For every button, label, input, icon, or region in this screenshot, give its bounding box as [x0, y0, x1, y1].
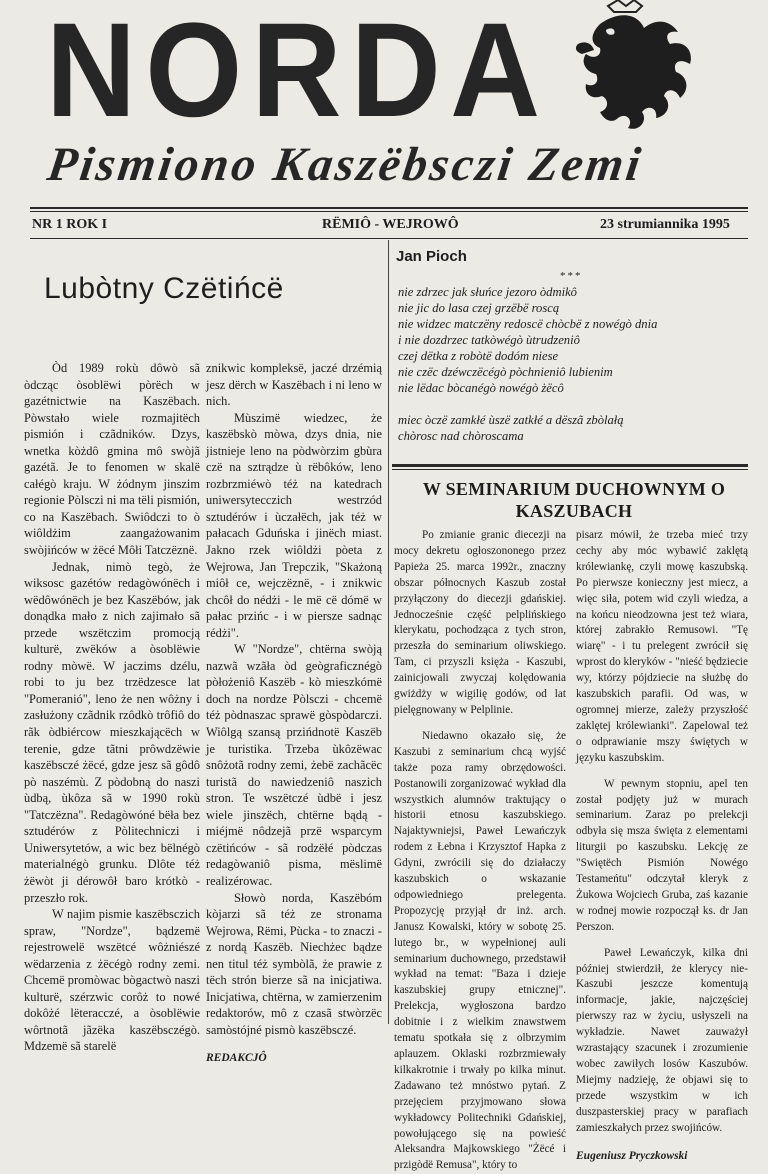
poem: [398, 284, 748, 444]
poem-line: nie lëdac bòcanégò nowégò żëcô: [398, 381, 564, 395]
poem-line: czej dëtka z robòtë dodóm niese: [398, 349, 559, 363]
editorial-signature: REDAKCJÔ: [206, 1052, 267, 1065]
poem-line: miec òczë zamkłé ùszë zatkłé a dëszã zbòlałą: [398, 413, 624, 427]
paragraph: Mùszimë wiedzec, że kaszëbskò mòwa, dzys dnia, nie jistnieje leno na pòdwòrzim gbùra czë na sztrądze ù rëbôków, leno rozbrzmiéwò téż na katedrach uniwersytecczich westrzód sztudérów i ùczałëch, jak téż w pałacach Gduńska i jinëch miast. Jakno rzek wiôldżi pòeta z Wejrowa, Jan Trepczik, "Skażoną miôł ce, wejczëznë, - i znikwic chcôł do nédżi - le më cë dómë w pałac przińc - i w piersze sadnąc rédżi".: [206, 410, 382, 640]
divider: [30, 207, 748, 209]
poem-author: Jan Pioch: [396, 248, 467, 265]
paragraph: Paweł Lewańczyk, kilka dni później stwierdził, że klerycy nie-Kaszubi jeszcze komentują informacje, jakie, najczęściej pierwszy raz w życiu, usłyszeli na wykładzie. Nawet zauważył wzrastający szacunek i zrozumienie wobec zawiłych losów Kaszubów. Miejmy nadzieję, że objawi się to przede wszystkim w ich duszpasterskiej pracy w parafiach zamieszkałych przez swojińców.: [576, 946, 748, 1134]
author-signature: Eugeniusz Pryczkowski: [576, 1149, 688, 1162]
poem-line: nie widzec matczëny redoscë chòcbë z nowégò dnia: [398, 317, 658, 331]
paragraph: Po zmianie granic diecezji na mocy dekretu ogłoszononego przez Papieża 25. marca 1992r., znaczny obszar północnych Kaszub został przyłączony do diecezji gdańskiej. Jednocześnie część pelplińskiego klerykatu, pochodząca z tych stron, przeszła do seminarium oliwskiego. Tam, ci przyszli księża - Kaszubi, zainicjowali zwyczaj kolędowania gwiżdży w wigilię godów, od lat pielęgnowany w Pelplinie.: [394, 529, 566, 716]
article-headline: Lubòtny Czëtińcë: [44, 272, 284, 305]
issue-date: 23 strumiannika 1995: [600, 217, 730, 232]
paragraph: W pewnym stopniu, apel ten został podjęty już w murach seminarium. Zaraz po prelekcji odbyła się msza święta z elementami liturgii po kaszubsku. Lekcję ze "Swiętëch Pismión Nowégo Testameńtu" odczytał kleryk z Żukowa Wojciech Gruba, zaś kazanie w rodnej mowie rozpoczął ks. dr Jan Perszon.: [576, 777, 748, 933]
divider: [392, 464, 748, 467]
paragraph: Słowò norda, Kaszëbóm kòjarzi sã téż ze stronama Wejrowa, Rëmi, Pùcka - to znaczi - z nordą Kaszëb. Niechżec bądze nen titul téż symbòlã, że prawie z tëch strón bierze sã na inicjatiwa. Inicjatiwa, chtërna, w zamierzenim redaktorów, mô z czasã stwòrzëc samòstójné pismò kaszëbsczé.: [206, 890, 382, 1037]
griffin-emblem-icon: [560, 0, 710, 140]
divider: [30, 211, 748, 212]
masthead-title: NORDA: [46, 0, 550, 145]
issue-place: RËMIÔ - WEJROWÔ: [322, 217, 459, 232]
poem-line: nie czëc dzéwczëcégò pòchnieniô lubienim: [398, 365, 613, 379]
paragraph: W najim pismie kaszëbsczich spraw, "Nordze", bądzemë rejestrowelë wszëtcé wôżniészé wëdarzenia z żëcégò rodny zemi. Chcemë promòwac bògactwò naszi kulturë, szérzwic corôż to nowé dokôżé lëteracczé, a òsoblëwie wôrtnotã jãzëka kaszëbsczégò. Mdzemë sã starelë: [24, 907, 200, 1054]
divider: [30, 238, 748, 239]
article-column-3: [394, 528, 566, 1172]
poem-line: nie jic do lasa czej grzëbë roscą: [398, 301, 560, 315]
article-column-1: [24, 360, 200, 1054]
poem-line: chòrosc nad chòroscama: [398, 429, 524, 443]
issue-number: NR 1 ROK I: [32, 217, 108, 232]
paragraph: Òd 1989 rokù dôwò sã òdcząc òsoblëwi pòrëch w gazétnictwie na Kaszëbach. Pòwstało wiele rozmajitëch pismión i czãdników. Dzys, wnetka kòżdô gmina mô swòjã gazétã. Je to fenomen w skalë całégò kraju. W żódnym jinszim regionie Pòlsczi ni ma tëli pismión, co na Kaszëbach. Swiôdczi to ò wiôldżim zaangażowanim swòjińców w żëcé Môłi Tatczëznë.: [24, 361, 200, 558]
poem-line: nie zdrzec jak słuńce jezoro òdmikô: [398, 285, 577, 299]
divider: [392, 469, 748, 470]
column-divider: [388, 240, 389, 1024]
paragraph: W "Nordze", chtërna swòją nazwã wzãła òd geògraficznégò pòłożeniô Kaszëb - kò mieszkómë doch na nordze Pòlsczi - chcemë téż pòdnaszac sprawë gòspòdarczi. Wiôlgą szansą przińdnotë Kaszëb je turistika. Trzeba ùkôzëwac snôżotã rodny zemi, żebë zachãcëc turistã do nawiedzeniô naszich stron. Te wszëtczé ùdbë i jesz wiele jinszëch, chtërne bądą - miéjmë nôdzejã przë wsparcym czëtińców - sã rodzëłé pòdczas redagòwaniô pisma, mëslimë realizérowac.: [206, 642, 382, 888]
poem-stars: ***: [560, 270, 583, 282]
paragraph: Niedawno okazało się, że Kaszubi z seminarium chcą wyjść także poza ramy obrzędowości. Postanowili zorganizować wykład dla wszystkich alumnów traktujący o historii etnosu kaszubskiego. Najaktywniejsi, Paweł Lewańczyk rodem z Łebna i Krzysztof Hapka z Gdyni, zwrócili się do działaczy kaszubskich o wskazanie odpowiedniego prelegenta. Propozycję przyjął dr inż. arch. Janusz Kowalski, który w sobotę 25. lutego br., w wypełnionej auli seminarium duchownego, przedstawił wykład na temat: "Baza i dzieje kaszubskiej grupy etnicznej". Prelekcja, wygłoszona bardzo dobitnie i z wielkim znawstwem tematu spotkała się z olbrzymim aplauzem. Oklaski rozbrzmiewały kilkakrotnie i trwały po kilka minut. Zadawano też mnóstwo pytań. Z przejęciem przyjmowano słowa wykładowcy Politechniki Gdańskiej, powołującego się na powieść Aleksandra Majkowskiego "Żëcé i przigòdë Remusa", który to: [394, 729, 566, 1172]
article-headline: W SEMINARIUM DUCHOWNYM O KASZUBACH: [422, 479, 726, 521]
poem-line: i nie dozdrzec tatkòwégò ùtrudzeniô: [398, 333, 580, 347]
article-column-2: [206, 360, 382, 1065]
paragraph: Jednak, nimò tegò, że wiksosc gazétów redagòwónëch i wëdôwónëch je bez Kaszëbów, jak donądka mało z nich zajimało sã przede wszëtczim promocją kulturë, zwëków a òsoblëwie rodny mòwë. W jaczims dzélu, robi to ju bez trzëdzesce lat "Pomeranió", leno że nen wôżny i zasłużony czãdnik rzôdkò trôfiô do rãk òdbiércow mieszkającëch w terenie, gdze tãtni prôwdzëwie kaszëbsczé żëcé, gdze jesz sã gôdô pò naszémù. Z pòdobną do naszi ùdbą, ùkôza sã w 1990 rokù "Tatczëzna". Redagòwóné bëła bez sztudérów z Pòlitechniczi i Uniwersytetów, a wic bez bëlnégò materialnégò grunku. Dlôte téż żëwòt ji dérowôł baro krótkò - przeszło rok.: [24, 559, 200, 905]
paragraph: znikwic kompleksë, jaczé drzémią jesz dërch w Kaszëbach i ni leno w nich.: [206, 361, 382, 409]
masthead-subtitle: Pismiono Kaszëbsczi Zemi: [44, 138, 647, 191]
paragraph: pisarz mówił, że trzeba mieć trzy cechy aby móc wybawić zaklętą królewiankę, czyli mowę kaszubską. Po pierwsze konieczny jest miecz, a więc siła, potem wid czyli wiedza, a na końcu nieodzowna jest też wiara, której zabrakło Remusowi. "Tę wiarę" - i tu prelegent zwrócił się wprost do kleryków - "nieść będziecie wy, którzy pójdziecie na służbę do kaszubskich parafii. Od was, w ogromnej mierze, zależy przyszłość zaklętej królewianki". Zapelowal też o odprawianie mszy świętych w języku kaszubskim.: [576, 529, 748, 764]
article-column-4: [576, 528, 748, 1162]
